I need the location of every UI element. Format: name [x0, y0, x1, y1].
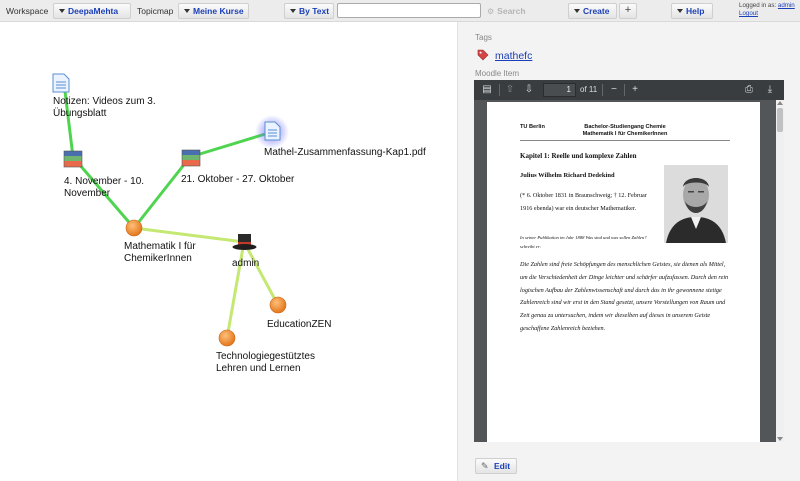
chevron-down-icon	[290, 9, 296, 13]
print-icon[interactable]: ⎙	[745, 84, 753, 95]
topic-label-technologie[interactable]: Technologiegestütztes Lehren und Lernen	[216, 351, 315, 374]
workspace-icon	[219, 330, 235, 346]
edge-notizen-nov	[64, 83, 73, 157]
page-number-input[interactable]: 1	[543, 83, 576, 97]
edge-mathe-admin	[134, 228, 244, 242]
chevron-down-icon	[59, 9, 65, 13]
edge-admin-edzen	[244, 242, 278, 305]
detail-panel	[457, 22, 800, 481]
toolbar-divider	[602, 84, 603, 96]
workspace-icon	[270, 297, 286, 313]
note-icon	[53, 74, 69, 92]
moodle-section-title: Moodle Item	[475, 69, 520, 78]
pdf-header-left: TU Berlin	[520, 124, 545, 130]
download-icon[interactable]: ⤓	[767, 84, 773, 95]
user-link[interactable]: admin	[777, 2, 795, 9]
zoom-out-icon[interactable]: −	[611, 84, 617, 95]
tag-link[interactable]: mathefc	[495, 50, 533, 62]
toolbar-divider	[624, 84, 625, 96]
pdf-page	[487, 102, 760, 442]
login-info	[739, 2, 795, 18]
topicmap-graph	[0, 22, 457, 481]
gear-icon: ⚙	[487, 7, 495, 16]
file-icon	[265, 122, 280, 140]
topic-label-pdf[interactable]: Mathel-Zusammenfassung-Kap1.pdf	[264, 147, 426, 158]
topicmap-canvas[interactable]	[0, 22, 457, 481]
next-page-icon[interactable]: ⇩	[524, 84, 534, 95]
topic-label-oktober[interactable]: 21. Oktober - 27. Oktober	[181, 174, 295, 185]
chevron-down-icon	[574, 9, 580, 13]
help-button[interactable]	[671, 3, 713, 19]
previous-page-icon[interactable]: ⇧	[505, 84, 515, 95]
topic-label-educationzen[interactable]: EducationZEN	[267, 319, 332, 330]
pdf-person-name: Julius Wilhelm Richard Dedekind	[520, 172, 615, 179]
workspace-select-value: DeepaMehta	[68, 6, 119, 16]
pdf-toolbar	[474, 80, 784, 100]
pencil-icon: ✎	[481, 461, 489, 471]
topic-label-november[interactable]: 4. November - 10. November	[64, 176, 145, 199]
pdf-header-rule	[520, 140, 730, 141]
topicmap-label: Topicmap	[137, 6, 174, 16]
zoom-in-icon[interactable]: +	[632, 84, 638, 95]
pdf-viewer[interactable]	[474, 80, 784, 442]
top-toolbar	[0, 0, 800, 22]
help-button-label: Help	[686, 6, 705, 16]
search-button-label: Search	[497, 6, 526, 16]
edge-admin-tech	[227, 242, 244, 338]
topic-label-notizen[interactable]: Notizen: Videos zum 3. Übungsblatt	[53, 96, 156, 119]
create-button-label: Create	[583, 6, 610, 16]
pdf-chapter-title: Kapitel 1: Reelle und komplexe Zahlen	[520, 152, 637, 160]
scroll-down-icon[interactable]	[777, 437, 783, 441]
topic-label-mathematik[interactable]: Mathematik I für ChemikerInnen	[124, 241, 196, 264]
pdf-quote-text: Die Zahlen sind freie Schöpfungen des menschlichen Geistes, sie dienen als Mittel, um die Verschiedenheit der Dinge leichter und schärfer aufzufassen. Durch den rein logischen Aufbau der Zahlenwissenschaft und durch das in ihr gewonnene stetige Zahlenreich sind wir erst in den Stand gesetzt, unsere Vorstellungen von Raum und Zeit genau zu untersuchen, indem wir dieselben auf dieses in unserem Geiste geschaffene Zahlenreich beziehen.	[520, 261, 729, 332]
pdf-small-note: In seiner Publikation im Jahr 1888 Was sind und was sollen Zahlen? schreibt er:	[520, 235, 647, 249]
chevron-down-icon	[677, 9, 683, 13]
scroll-up-icon[interactable]	[777, 101, 783, 105]
search-input[interactable]	[337, 3, 481, 18]
logged-in-text: Logged in as:	[739, 2, 777, 9]
pdf-header-right: Bachelor-Studiengang Chemie Mathematik I für ChemikerInnen	[582, 124, 668, 137]
search-button[interactable]	[487, 6, 526, 16]
topicmap-select-value: Meine Kurse	[193, 6, 244, 16]
tags-section-title: Tags	[475, 33, 492, 42]
week-icon	[64, 151, 82, 167]
topicmap-select[interactable]	[178, 3, 249, 19]
workspace-select[interactable]	[53, 3, 131, 19]
pdf-bio-text: (* 6. Oktober 1831 in Braunschweig; † 12. Februar 1916 ebenda) war ein deutscher Mathematiker.	[520, 192, 647, 212]
topic-label-admin[interactable]: admin	[232, 258, 260, 269]
toolbar-divider	[499, 84, 500, 96]
workspace-label: Workspace	[6, 6, 49, 16]
logout-link[interactable]: Logout	[739, 10, 758, 17]
tag-icon	[477, 49, 489, 61]
chevron-down-icon	[184, 9, 190, 13]
search-mode-value: By Text	[299, 6, 330, 16]
edit-button[interactable]	[475, 458, 517, 474]
course-icon	[126, 220, 142, 236]
edit-button-label: Edit	[494, 461, 511, 471]
add-button[interactable]: +	[619, 3, 637, 19]
create-button[interactable]	[568, 3, 617, 19]
search-mode-select[interactable]	[284, 3, 334, 19]
scroll-thumb[interactable]	[777, 108, 783, 132]
portrait-image	[664, 165, 728, 243]
sidebar-toggle-icon[interactable]: ▤	[482, 84, 492, 95]
page-total: of 11	[580, 85, 598, 94]
week-icon	[182, 150, 200, 166]
pdf-scrollbar[interactable]	[776, 100, 784, 442]
